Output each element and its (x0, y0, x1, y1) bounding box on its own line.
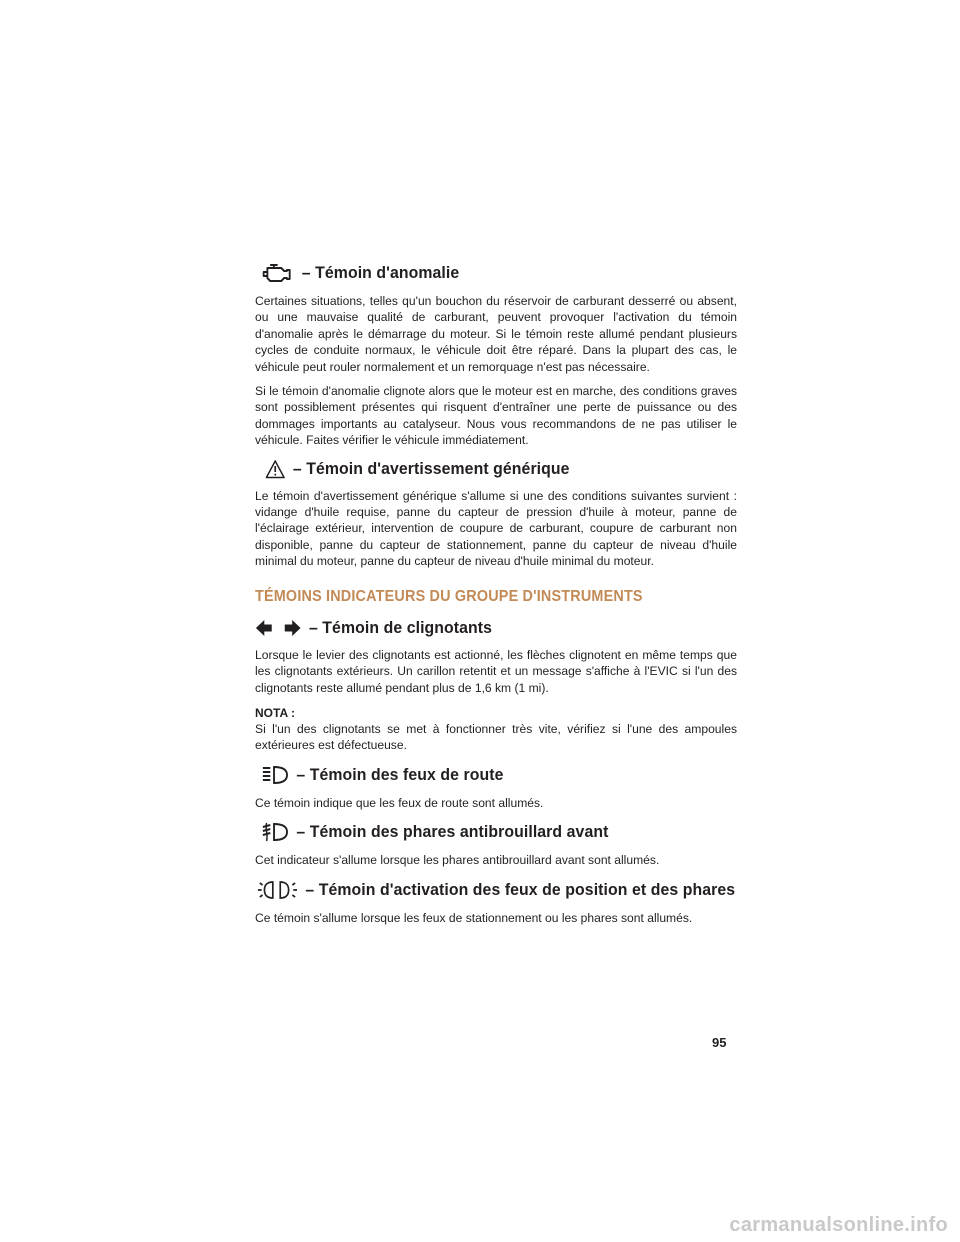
fog-lights-paragraph: Cet indicateur s'allume lorsque les phares antibrouillard avant sont allumés. (255, 853, 660, 868)
page-content (255, 262, 737, 926)
fog-lights-heading (261, 821, 704, 843)
footer (0, 1208, 960, 1242)
high-beam-paragraph: Ce témoin indique que les feux de route sont allumés. (255, 795, 544, 810)
footer-watermark: carmanualsonline.info (729, 1214, 948, 1236)
turn-signals-title: – Témoin de clignotants (308, 617, 493, 637)
position-lights-icon (257, 879, 298, 901)
position-lights-title: – Témoin d'activation des feux de position et des phares (305, 879, 736, 899)
turn-signals-paragraph: Lorsque le levier des clignotants est actionné, les flèches clignotent en même temps que les clignotants extérieurs. Un carillon retentit et un message s'affiche à l'EVIC si l'un des clignotants reste allumé pendant plus de 1,6 km (1 mi). (255, 647, 737, 695)
generic-warning-paragraph: Le témoin d'avertissement générique s'allume si une des conditions suivantes survient : vidange d'huile requise, panne du capteur de pression d'huile à moteur, panne de l'éclairage extérieur, intervention de coupure de carburant, coupure de carburant non disponible, panne du capteur de stationnement, panne du capteur de niveau d'huile minimal du moteur, panne du capteur de niveau d'huile minimal du moteur. (255, 488, 737, 569)
turn-signals-heading (255, 618, 703, 638)
generic-warning-heading (265, 459, 704, 479)
note-paragraph: Si l'un des clignotants se met à fonctionner très vite, vérifiez si l'une des ampoules extérieures est défectueuse. (255, 721, 737, 753)
high-beam-icon (261, 764, 289, 786)
position-lights-paragraph: Ce témoin s'allume lorsque les feux de stationnement ou les phares sont allumés. (255, 910, 693, 925)
warning-triangle-icon (265, 459, 285, 479)
check-engine-icon (259, 262, 294, 284)
mil-paragraph-1: Certaines situations, telles qu'un bouchon du réservoir de carburant desserré ou absent, ou une mauvaise qualité de carburant, peuvent provoquer l'activation du témoin d'anomalie après le démarrage du moteur. Si le témoin reste allumé pendant plusieurs cycles de conduite normaux, le véhicule doit être réparé. Dans la plupart des cas, le véhicule peut rouler normalement et un remorquage n'est pas nécessaire. (255, 294, 737, 374)
position-lights-heading (257, 879, 736, 901)
high-beam-heading (261, 764, 704, 786)
cluster-section-heading: TÉMOINS INDICATEURS DU GROUPE D'INSTRUMENTS (255, 587, 643, 605)
mil-title: – Témoin d'anomalie (301, 263, 460, 282)
generic-warning-title: – Témoin d'avertissement générique (292, 458, 570, 478)
turn-signal-arrows-icon (255, 618, 302, 638)
mil-paragraph-2: Si le témoin d'anomalie clignote alors que le moteur est en marche, des conditions graves sont possiblement présentes qui risquent d'entraîner une perte de puissance ou des dommages importants au catalyseur. Nous vous recommandons de ne pas utiliser le véhicule. Faites vérifier le véhicule immédiatement. (255, 384, 737, 448)
fog-lights-title: – Témoin des phares antibrouillard avant (296, 822, 609, 842)
front-fog-light-icon (261, 821, 289, 843)
note-label: NOTA : (255, 705, 295, 720)
page-number: 95 (712, 1035, 727, 1050)
mil-heading (259, 262, 704, 284)
high-beam-title: – Témoin des feux de route (296, 764, 504, 784)
